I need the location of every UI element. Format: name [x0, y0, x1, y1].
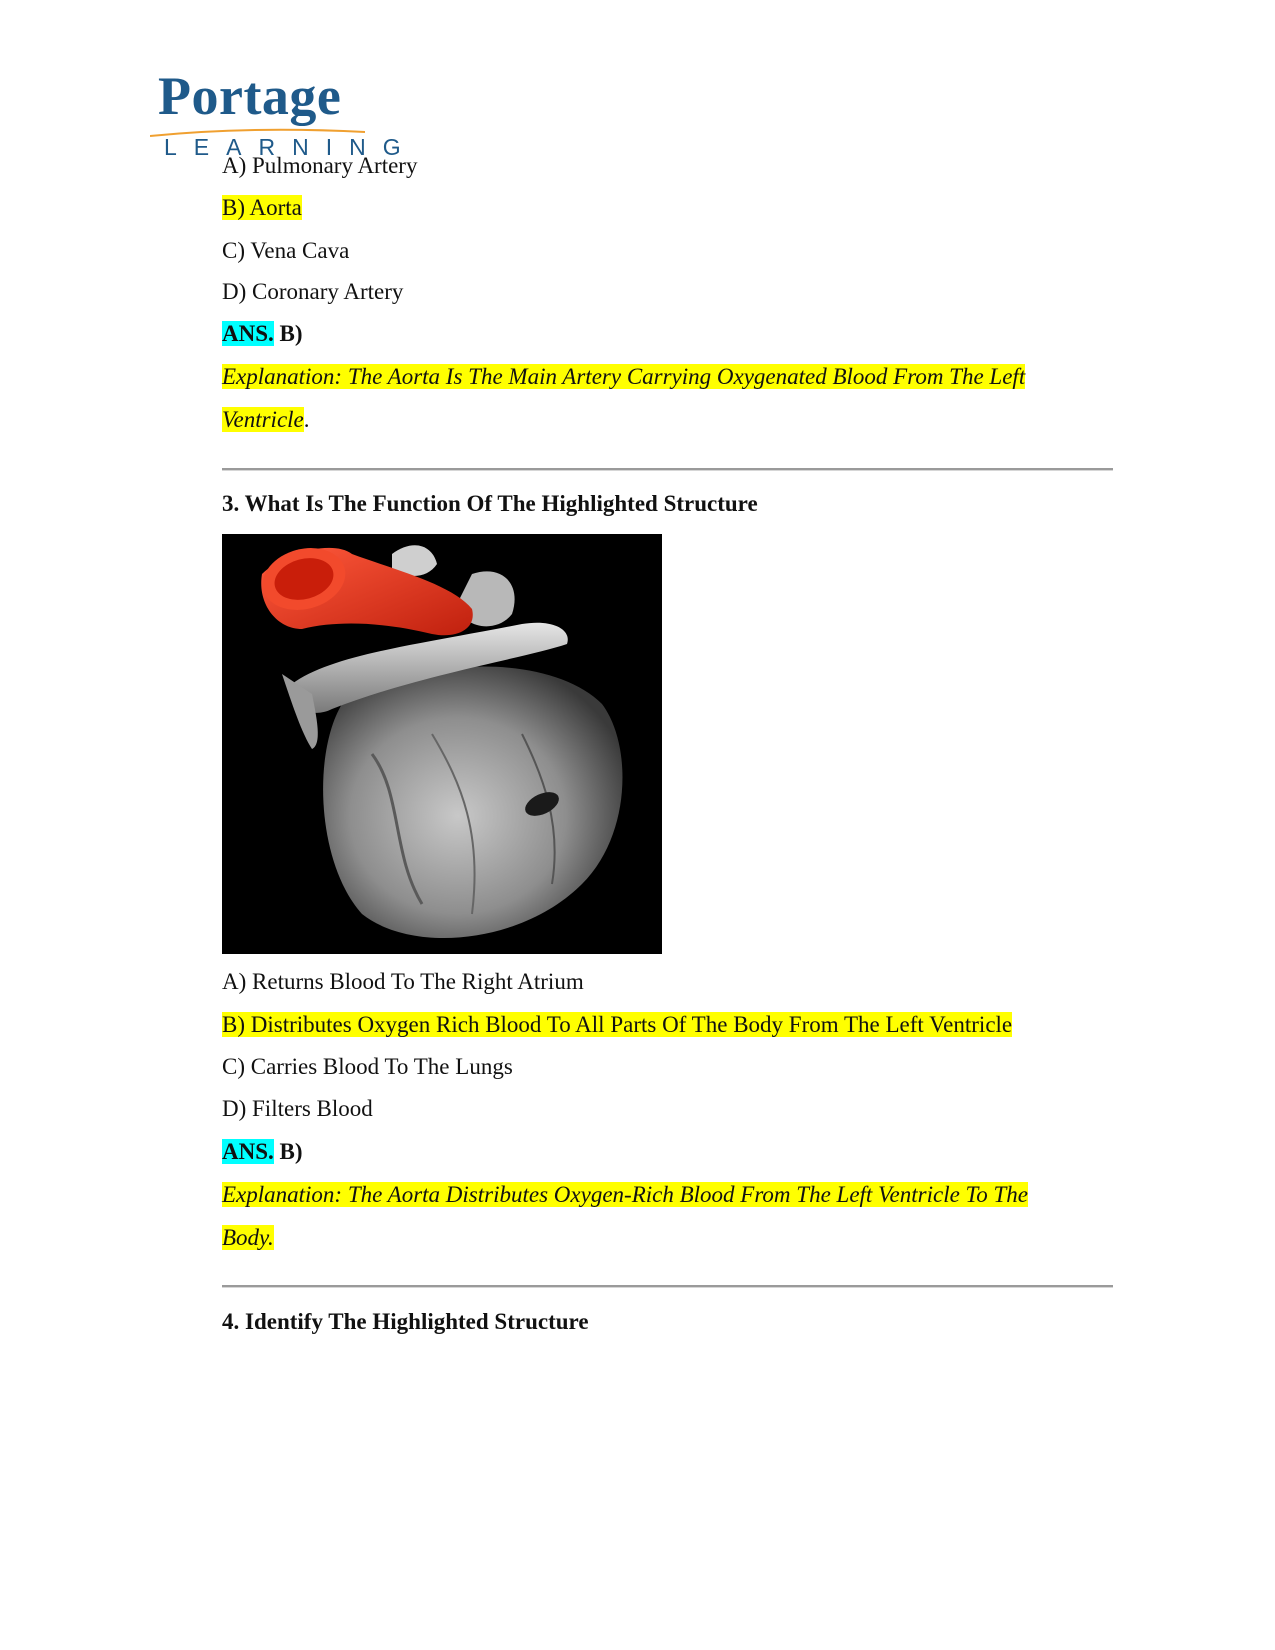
q2-option-a: A) Pulmonary Artery — [222, 153, 418, 178]
q3-option-d: D) Filters Blood — [222, 1096, 373, 1121]
q3-explanation-text1: Explanation: The Aorta Distributes Oxygen-Rich Blood From The Left Ventricle To The — [222, 1182, 1028, 1207]
q2-option-b — [222, 194, 302, 222]
q2-explanation-text1: Explanation: The Aorta Is The Main Artery Carrying Oxygenated Blood From The Left — [222, 364, 1026, 389]
q2-option-b-text: B) Aorta — [222, 195, 302, 220]
q2-option-c: C) Vena Cava — [222, 238, 350, 263]
q3-explanation-line1 — [222, 1181, 1028, 1209]
q3-answer — [222, 1138, 303, 1166]
q3-option-c: C) Carries Blood To The Lungs — [222, 1054, 513, 1079]
q2-option-d: D) Coronary Artery — [222, 279, 404, 304]
section-divider-1 — [222, 468, 1113, 471]
q3-answer-label: ANS. — [222, 1139, 274, 1164]
q2-answer-label: ANS. — [222, 321, 274, 346]
q2-explanation-line1 — [222, 363, 1025, 391]
q3-explanation-line2 — [222, 1224, 274, 1252]
q2-answer — [222, 320, 303, 348]
q4-title: 4. Identify The Highlighted Structure — [222, 1309, 589, 1334]
q3-answer-value: B) — [279, 1139, 303, 1164]
q2-explanation-text2: Ventricle — [222, 407, 304, 432]
q3-option-a: A) Returns Blood To The Right Atrium — [222, 969, 584, 994]
q3-option-b-text: B) Distributes Oxygen Rich Blood To All Parts Of The Body From The Left Ventricle — [222, 1012, 1013, 1037]
heart-aorta-highlight-image — [222, 534, 662, 954]
section-divider-2 — [222, 1285, 1113, 1288]
q3-explanation-text2: Body. — [222, 1225, 274, 1250]
q2-explanation-period: . — [303, 407, 310, 432]
heart-aorta-image — [222, 534, 662, 954]
q3-option-b — [222, 1011, 1012, 1039]
portage-learning-logo — [150, 66, 418, 160]
q2-explanation-line2 — [222, 406, 310, 434]
q3-title: 3. What Is The Function Of The Highlighted Structure — [222, 491, 758, 516]
q2-answer-value: B) — [279, 321, 303, 346]
logo-subtitle: LEARNING — [164, 134, 418, 160]
logo-wordmark: Portage — [158, 66, 342, 126]
